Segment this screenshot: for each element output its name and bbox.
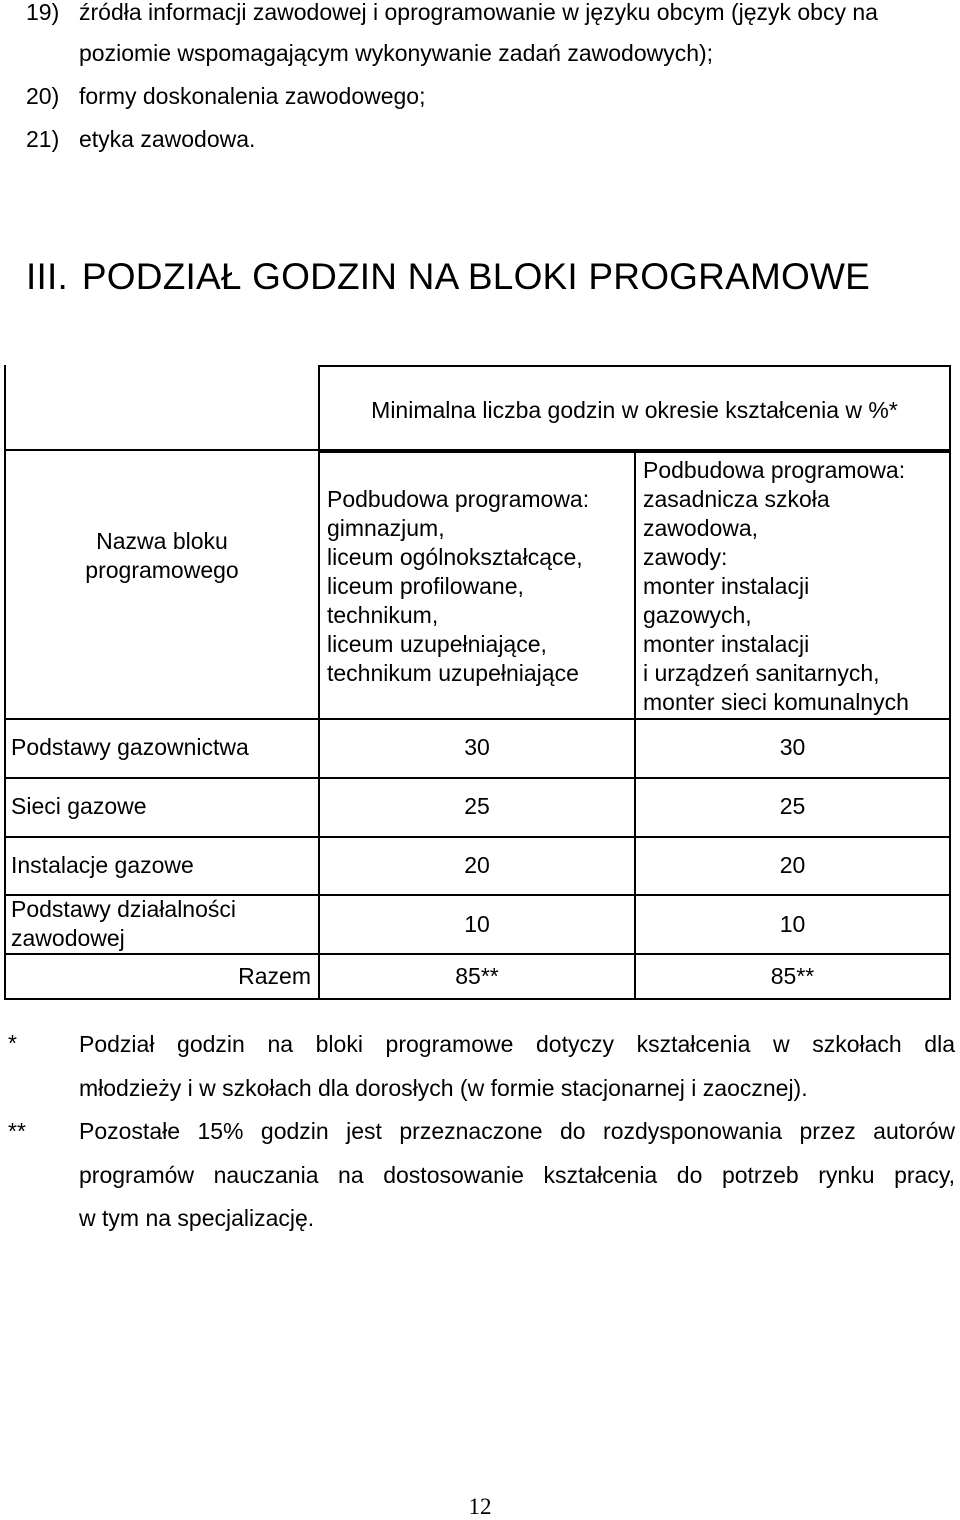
row-name: Instalacje gazowe xyxy=(11,852,194,878)
list-number: 21) xyxy=(26,126,60,152)
header-line: i urządzeń sanitarnych, xyxy=(643,660,880,686)
row-value-b: 10 xyxy=(779,911,806,937)
section-number: III. xyxy=(26,256,68,297)
header-line: zawody: xyxy=(643,544,728,570)
header-line: liceum uzupełniające, xyxy=(327,631,547,657)
footnote-text xyxy=(79,1110,955,1241)
section-heading xyxy=(26,253,870,301)
header-line: monter instalacji xyxy=(643,631,810,657)
header-line: liceum profilowane, xyxy=(327,573,524,599)
table-border xyxy=(318,365,320,1000)
list-item-21 xyxy=(26,119,255,160)
list-number: 19) xyxy=(26,0,60,25)
header-line: technikum uzupełniające xyxy=(327,660,579,686)
table-border xyxy=(4,777,951,779)
table-border xyxy=(4,953,951,955)
page-number: 12 xyxy=(468,1494,492,1519)
total-value-b: 85** xyxy=(770,963,815,989)
total-label: Razem xyxy=(238,963,311,989)
table-super-header: Minimalna liczba godzin w okresie kształcenia w %* xyxy=(371,397,898,423)
table-border xyxy=(4,365,6,1000)
row-name-line: zawodowej xyxy=(11,925,125,951)
row-value-b: 25 xyxy=(779,793,806,819)
footnote-line: programów nauczania na dostosowanie kształcenia do potrzeb rynku pracy, xyxy=(79,1161,955,1188)
header-line: gazowych, xyxy=(643,602,752,628)
footnote-line: Podział godzin na bloki programowe dotyczy kształcenia w szkołach dla xyxy=(79,1031,955,1057)
row-value-a: 25 xyxy=(464,793,490,819)
header-line: zasadnicza szkoła xyxy=(643,486,830,512)
header-line: Nazwa bloku xyxy=(96,528,228,554)
header-line: gimnazjum, xyxy=(327,515,445,541)
column-header-block-name xyxy=(6,527,318,585)
header-line: Podbudowa programowa: xyxy=(643,457,906,483)
list-text-continuation: poziomie wspomagającym wykonywanie zadań zawodowych); xyxy=(79,40,714,66)
list-text: formy doskonalenia zawodowego; xyxy=(79,83,426,109)
header-line: liceum ogólnokształcące, xyxy=(327,544,583,570)
row-value-b: 20 xyxy=(779,852,806,878)
table-border xyxy=(318,365,951,367)
row-name-line: Podstawy działalności xyxy=(11,896,237,922)
header-line: programowego xyxy=(85,557,239,583)
header-line: zawodowa, xyxy=(643,515,759,541)
footnote-line: w tym na specjalizację. xyxy=(79,1205,315,1231)
list-number: 20) xyxy=(26,83,60,109)
list-item-20 xyxy=(26,76,425,117)
row-name xyxy=(11,895,236,953)
table-border xyxy=(949,365,951,1000)
column-header-a xyxy=(327,485,589,688)
footnote-marker: * xyxy=(8,1030,17,1056)
list-text: etyka zawodowa. xyxy=(79,126,256,152)
table-border xyxy=(4,718,951,720)
header-line: Podbudowa programowa: xyxy=(327,486,590,512)
header-line: monter sieci komunalnych xyxy=(643,689,909,715)
column-header-b xyxy=(643,456,909,717)
footnote-marker: ** xyxy=(8,1118,26,1144)
table-border xyxy=(4,836,951,838)
section-title: PODZIAŁ GODZIN NA BLOKI PROGRAMOWE xyxy=(81,256,870,297)
total-value-a: 85** xyxy=(455,963,499,989)
footnote-line: Pozostałe 15% godzin jest przeznaczone do rozdysponowania przez autorów xyxy=(79,1118,955,1144)
row-name: Sieci gazowe xyxy=(11,793,147,819)
header-line: monter instalacji xyxy=(643,573,810,599)
footnote-line: młodzieży i w szkołach dla dorosłych (w formie stacjonarnej i zaocznej). xyxy=(79,1074,808,1101)
list-text: źródła informacji zawodowej i oprogramowanie w języku obcym (język obcy na xyxy=(79,0,878,25)
row-value-a: 30 xyxy=(464,734,490,760)
row-value-a: 20 xyxy=(464,852,490,878)
row-name: Podstawy gazownictwa xyxy=(11,734,249,760)
row-value-b: 30 xyxy=(779,734,806,760)
table-border xyxy=(4,998,951,1000)
footnote-text xyxy=(79,1023,955,1110)
header-line: technikum, xyxy=(327,602,439,628)
row-value-a: 10 xyxy=(464,911,490,937)
